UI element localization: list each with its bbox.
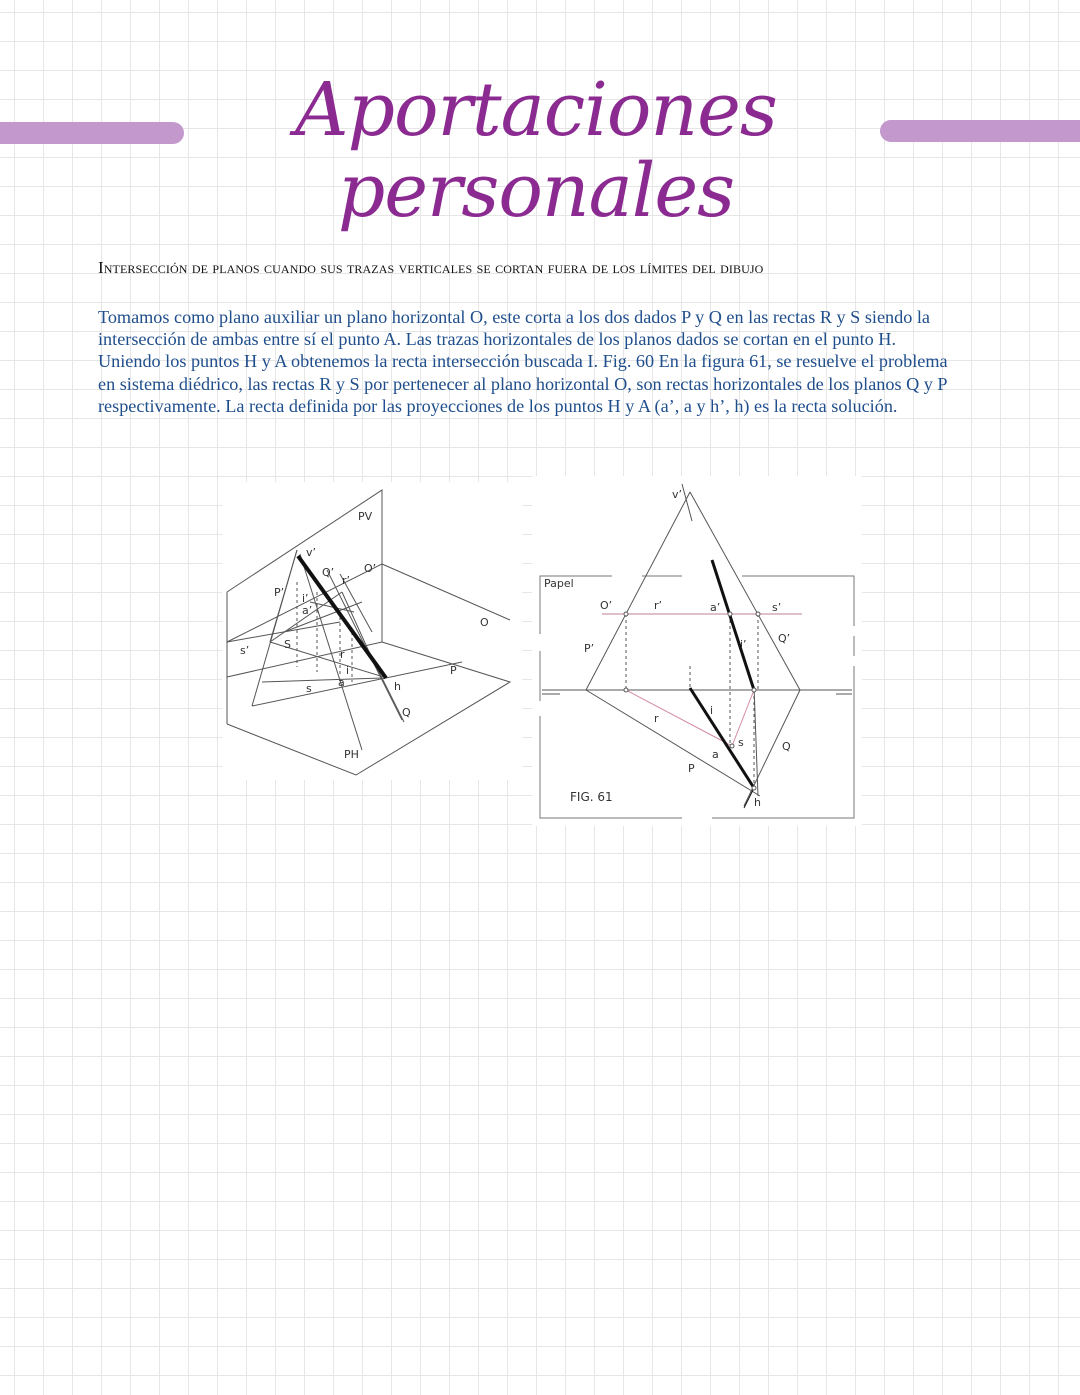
label-pv: PV xyxy=(358,510,373,523)
label-s: s xyxy=(306,682,312,695)
label-v-prime: v’ xyxy=(672,488,683,501)
label-p-prime: P’ xyxy=(584,642,595,655)
label-o-prime: O’ xyxy=(600,599,613,612)
figure-61-drawing xyxy=(532,476,862,826)
label-a: a xyxy=(712,748,719,761)
page-title: Aportaciones personales xyxy=(295,67,777,235)
figure-61-caption: FIG. 61 xyxy=(570,790,613,804)
label-q-prime: Q’ xyxy=(322,566,335,579)
label-s-prime: s’ xyxy=(240,644,250,657)
label-q-prime: Q’ xyxy=(778,632,791,645)
label-r: r xyxy=(340,648,345,661)
figure-60-drawing xyxy=(222,482,522,780)
section-heading: Intersección de planos cuando sus trazas verticales se cortan fuera de los límites del dibujo xyxy=(98,258,764,277)
label-o-prime: O’ xyxy=(364,562,377,575)
label-o: O xyxy=(480,616,489,629)
label-a-prime: a’ xyxy=(302,604,313,617)
figure-61 xyxy=(532,476,862,826)
label-q: Q xyxy=(402,706,411,719)
label-papel: Papel xyxy=(544,577,574,590)
label-p: P xyxy=(450,664,457,677)
label-i-prime: i’ xyxy=(740,638,747,651)
label-r-prime: r’ xyxy=(654,599,663,612)
label-s: s xyxy=(738,736,744,749)
label-i: i xyxy=(710,704,714,717)
label-h: h xyxy=(394,680,401,693)
label-q: Q xyxy=(782,740,791,753)
label-a: a xyxy=(338,676,345,689)
solution-line-vertical xyxy=(712,560,754,690)
label-i: i xyxy=(346,664,350,677)
figure-60 xyxy=(222,482,522,780)
title-decoration-right xyxy=(880,120,1080,142)
title-decoration-left xyxy=(0,122,184,144)
label-v-prime: v’ xyxy=(306,546,317,559)
label-h: h xyxy=(754,796,761,809)
label-i-prime: i’ xyxy=(302,592,309,605)
label-r: r xyxy=(654,712,659,725)
label-p-prime: P’ xyxy=(274,586,285,599)
body-paragraph: Tomamos como plano auxiliar un plano horizontal O, este corta a los dos dados P y Q en las rectas R y S siendo la intersección de ambas entre sí el punto A. Las trazas horizontales de los planos dados se cortan en el punto H. Uniendo los puntos H y A obtenemos la recta intersección buscada I. Fig. 60 En la figura 61, se resuelve el problema en sistema diédrico, las rectas R y S por pertenecer al plano horizontal O, son rectas horizontales de los planos Q y P respectivamente. La recta definida por las proyecciones de los puntos H y A (a’, a y h’, h) es la recta solución. xyxy=(98,307,948,416)
label-r-prime: r’ xyxy=(342,574,351,587)
label-p: P xyxy=(688,762,695,775)
label-s-upper: S xyxy=(284,638,291,651)
label-a-prime: a’ xyxy=(710,601,721,614)
label-ph: PH xyxy=(344,748,359,761)
label-s-prime: s’ xyxy=(772,601,782,614)
